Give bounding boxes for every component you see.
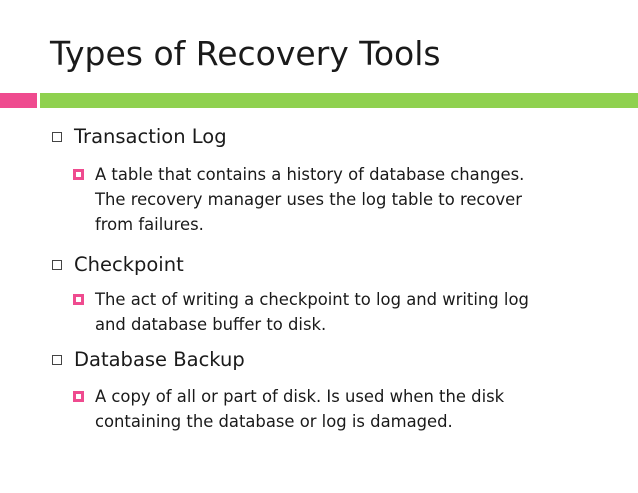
filled-square-bullet-icon [73,294,84,305]
slide-title: Types of Recovery Tools [50,34,441,73]
filled-square-bullet-icon [73,169,84,180]
filled-square-bullet-icon [73,391,84,402]
accent-bar-green [40,93,638,108]
hollow-square-bullet-icon [52,260,62,270]
detail-line: The recovery manager uses the log table to recover [95,190,522,209]
hollow-square-bullet-icon [52,355,62,365]
detail-line: A table that contains a history of database changes. [95,165,525,184]
bullet-heading: Checkpoint [74,253,184,276]
detail-line: The act of writing a checkpoint to log and writing log [95,290,529,309]
detail-line: A copy of all or part of disk. Is used when the disk [95,387,505,406]
accent-bar-pink [0,93,37,108]
detail-line: from failures. [95,215,204,234]
detail-line: containing the database or log is damaged. [95,412,453,431]
bullet-heading: Transaction Log [74,125,227,148]
bullet-heading: Database Backup [74,348,245,371]
hollow-square-bullet-icon [52,132,62,142]
detail-line: and database buffer to disk. [95,315,327,334]
